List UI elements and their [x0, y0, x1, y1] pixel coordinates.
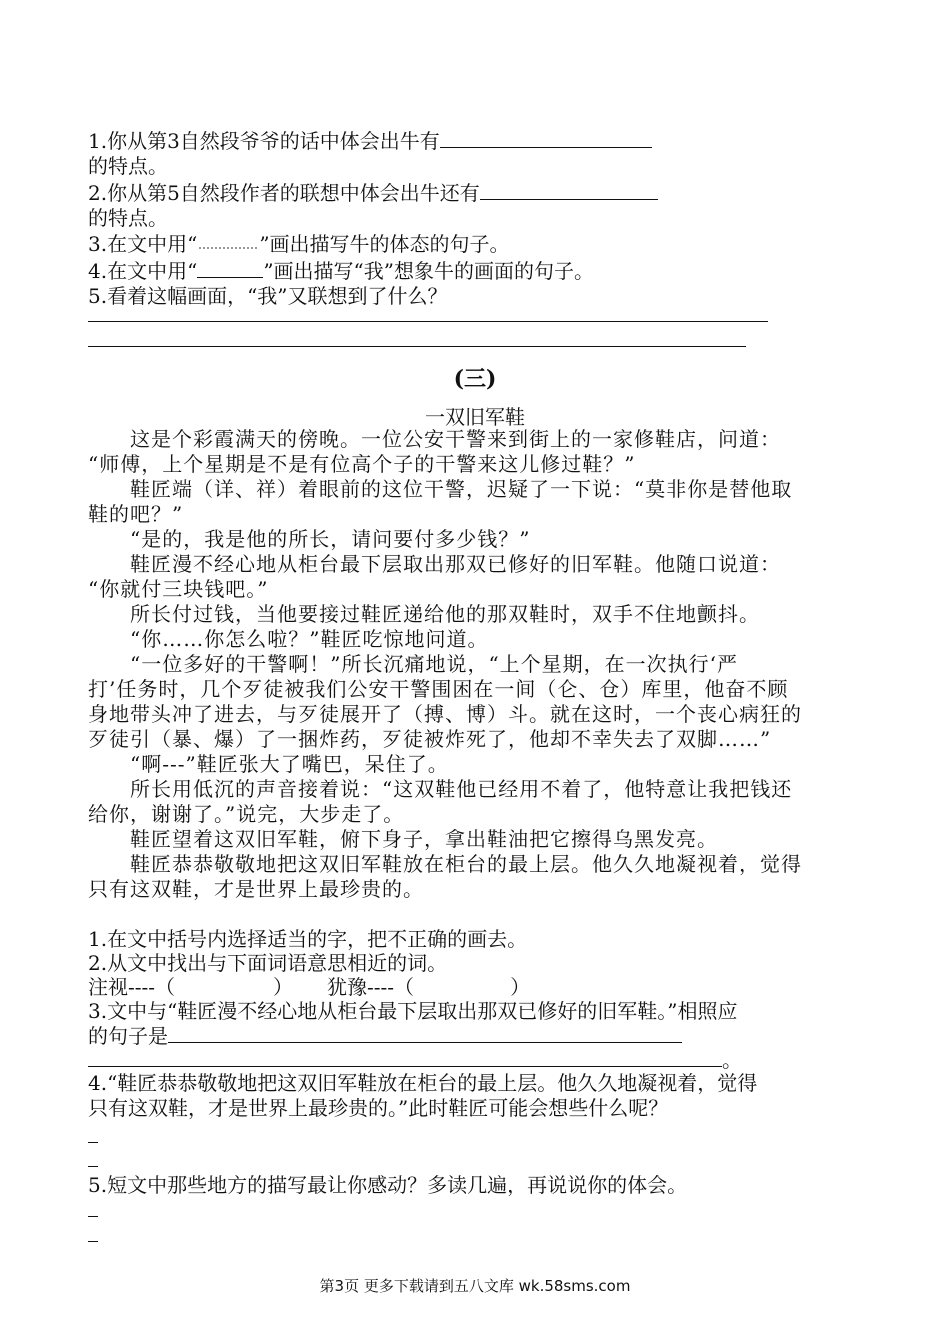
story-line: 鞋的吧？” [88, 502, 184, 526]
answer-line-stub[interactable] [88, 1166, 98, 1167]
story-line: 鞋匠端（详、祥）着眼前的这位干警，迟疑了一下说：“莫非你是替他取 [88, 477, 793, 501]
straight-line-mark [197, 257, 263, 278]
question-1-tail: 的特点。 [88, 154, 168, 178]
answer-blank[interactable] [168, 1022, 682, 1043]
story-line: “你就付三块钱吧。” [88, 577, 269, 601]
story-line: “一位多好的干警啊！”所长沉痛地说，“上个星期，在一次执行‘严 [88, 652, 739, 676]
section-number: (三) [453, 366, 497, 392]
story-line: “是的，我是他的所长，请问要付多少钱？” [88, 527, 531, 551]
question-b3-tail [88, 1022, 682, 1049]
word-prompt-1: 注视----（ [88, 975, 176, 999]
story-line: 给你，谢谢了。”说完，大步走了。 [88, 802, 405, 826]
story-line: 鞋匠漫不经心地从柜台最下层取出那双已修好的旧军鞋。他随口说道： [88, 552, 781, 576]
wavy-line-mark [197, 231, 259, 251]
question-5: 5.看着这幅画面，“我”又联想到了什么？ [88, 284, 448, 308]
story-line: 鞋匠望着这双旧军鞋，俯下身子，拿出鞋油把它擦得乌黑发亮。 [88, 827, 718, 851]
question-2-text: 2.你从第5自然段作者的联想中体会出牛还有 [88, 181, 480, 205]
paren-close: ） [273, 975, 294, 999]
answer-line[interactable] [88, 346, 746, 347]
story-line: 所长用低沉的声音接着说：“这双鞋他已经用不着了，他特意让我把钱还 [88, 777, 793, 801]
question-b1: 1.在文中括号内选择适当的字，把不正确的画去。 [88, 927, 528, 951]
question-b3-tail-text: 的句子是 [88, 1024, 168, 1048]
story-line: 歹徒引（暴、爆）了一捆炸药，歹徒被炸死了，他却不幸失去了双脚……” [88, 727, 772, 751]
question-1-text: 1.你从第3自然段爷爷的话中体会出牛有 [88, 129, 440, 153]
question-3-post: ”画出描写牛的体态的句子。 [259, 232, 510, 256]
question-3 [88, 231, 510, 257]
question-4-post: ”画出描写“我”想象牛的画面的句子。 [263, 259, 594, 283]
question-b2: 2.从文中找出与下面词语意思相近的词。 [88, 951, 448, 975]
answer-line-stub[interactable] [88, 1142, 98, 1143]
paren-close: ） [510, 975, 531, 999]
question-1 [88, 127, 652, 154]
question-2 [88, 179, 658, 206]
word-prompt-2: 犹豫----（ [327, 975, 415, 999]
story-line: “啊---”鞋匠张大了嘴巴，呆住了。 [88, 752, 449, 776]
question-4 [88, 257, 594, 284]
question-b3-line2 [88, 1046, 742, 1073]
story-line: 打’任务时，几个歹徒被我们公安干警围困在一间（仑、仓）库里，他奋不顾 [88, 677, 789, 701]
question-2-tail: 的特点。 [88, 206, 168, 230]
question-3-pre: 3.在文中用“ [88, 232, 198, 256]
answer-blank[interactable] [440, 127, 652, 148]
period: 。 [722, 1048, 742, 1072]
question-4-pre: 4.在文中用“ [88, 259, 198, 283]
answer-blank[interactable] [480, 179, 658, 200]
story-line: 这是个彩霞满天的傍晚。一位公安干警来到街上的一家修鞋店，问道： [88, 427, 781, 451]
story-line: “你……你怎么啦？”鞋匠吃惊地问道。 [88, 627, 489, 651]
question-b4: 4.“鞋匠恭恭敬敬地把这双旧军鞋放在柜台的最上层。他久久地凝视着，觉得 [88, 1071, 758, 1095]
answer-blank[interactable] [88, 1046, 722, 1067]
page-footer: 第3页 更多下载请到五八文库 wk.58sms.com [319, 1277, 631, 1295]
answer-line-stub[interactable] [88, 1241, 98, 1242]
question-b5: 5.短文中那些地方的描写最让你感动？多读几遍，再说说你的体会。 [88, 1173, 688, 1197]
question-b3: 3.文中与“鞋匠漫不经心地从柜台最下层取出那双已修好的旧军鞋。”相照应 [88, 999, 738, 1023]
story-title: 一双旧军鞋 [425, 405, 525, 429]
story-line: “师傅，上个星期是不是有位高个子的干警来这儿修过鞋？” [88, 452, 636, 476]
story-line: 鞋匠恭恭敬敬地把这双旧军鞋放在柜台的最上层。他久久地凝视着，觉得 [88, 852, 802, 876]
answer-line[interactable] [88, 321, 768, 322]
story-line: 所长付过钱，当他要接过鞋匠递给他的那双鞋时，双手不住地颤抖。 [88, 602, 760, 626]
answer-line-stub[interactable] [88, 1216, 98, 1217]
story-line: 身地带头冲了进去，与歹徒展开了（搏、博）斗。就在这时，一个丧心病狂的 [88, 702, 802, 726]
story-line: 只有这双鞋，才是世界上最珍贵的。 [88, 877, 424, 901]
question-b2-blanks [88, 974, 530, 1000]
question-b4-tail: 只有这双鞋，才是世界上最珍贵的。”此时鞋匠可能会想些什么呢？ [88, 1096, 669, 1120]
